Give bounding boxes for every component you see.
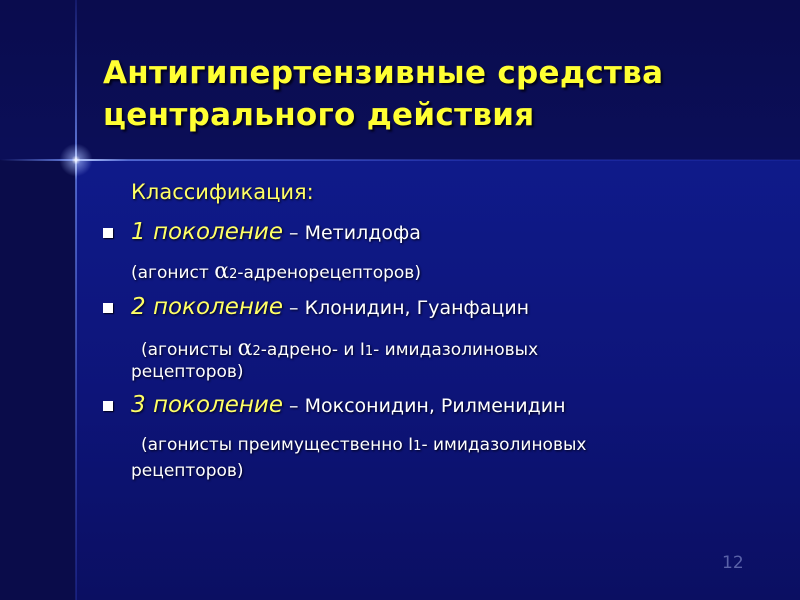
generation-2-detail: (агонисты α2-адрено- и I1- имидазолиновых xyxy=(141,336,539,361)
page-number: 12 xyxy=(722,553,744,573)
bullet-icon xyxy=(103,228,113,238)
left-panel-background xyxy=(0,160,76,600)
generation-label: 3 поколение xyxy=(131,392,284,418)
star-sparkle-icon xyxy=(58,142,94,178)
list-item-generation-1 xyxy=(131,219,421,245)
alpha-symbol: α xyxy=(214,259,230,284)
generation-2-detail-line-2: рецепторов) xyxy=(131,362,244,382)
bullet-icon xyxy=(103,303,113,313)
generation-drugs: – Метилдофа xyxy=(283,222,421,244)
slide-title-line-1: Антигипертензивные средства xyxy=(103,55,664,91)
list-item-generation-3 xyxy=(131,392,566,418)
generation-1-detail: (агонист α2-адренорецепторов) xyxy=(131,259,421,284)
slide-title xyxy=(103,52,783,136)
vertical-divider-line xyxy=(75,0,77,600)
generation-drugs: – Моксонидин, Рилменидин xyxy=(283,395,566,417)
generation-3-detail-line-2: рецепторов) xyxy=(131,461,244,481)
generation-3-detail: (агонисты преимущественно I1- имидазолиновых xyxy=(141,435,587,455)
generation-label: 2 поколение xyxy=(131,294,284,320)
alpha-symbol: α xyxy=(237,336,253,361)
bullet-icon xyxy=(103,401,113,411)
slide-title-line-2: центрального действия xyxy=(103,97,535,133)
horizontal-divider-line xyxy=(0,159,800,161)
generation-drugs: – Клонидин, Гуанфацин xyxy=(283,297,530,319)
generation-label: 1 поколение xyxy=(131,219,284,245)
list-item-generation-2 xyxy=(131,294,529,320)
classification-label: Классификация: xyxy=(131,180,314,204)
